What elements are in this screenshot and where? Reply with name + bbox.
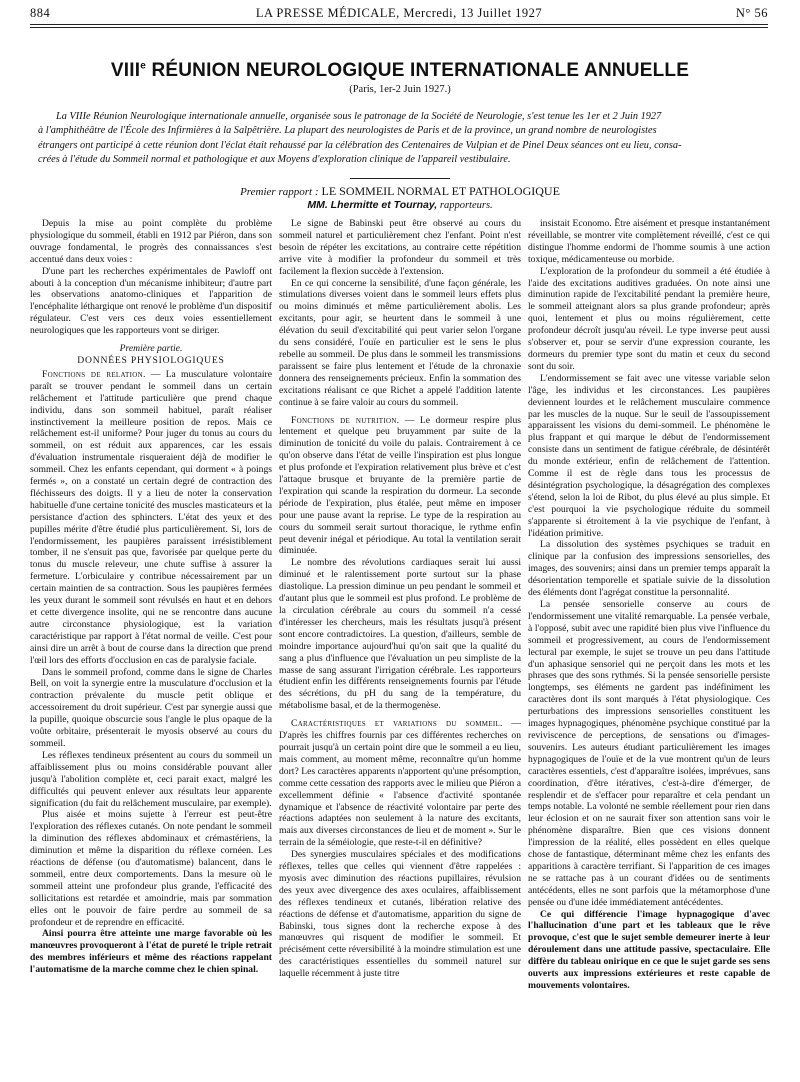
paragraph-lead: Fonctions de relation. bbox=[42, 368, 146, 380]
paragraph: Ce qui différencie l'image hypnagogique d'avec l'hallucination d'une part et les tableaux que le rêve provoque, c'est que le sujet semble demeurer inerte à leur déroulement dans une attitude passive, spectaculaire. Elle diffère du tableau onirique en ce que le sujet garde ses sens ouverts aux impressions extérieures et reste capable de mouvements volontaires. bbox=[528, 908, 770, 991]
article-title: VIIIe RÉUNION NEUROLOGIQUE INTERNATIONALE ANNUELLE bbox=[110, 60, 690, 81]
page-number: 884 bbox=[30, 6, 51, 20]
paragraph: Des synergies musculaires spéciales et des modifications réflexes, telles que celles qui viennent d'être rappelées : myosis avec diminution des réactions pupillaires, révulsion des yeux avec divergence des axes oculaires, affaiblissement des réflexes tendineux et cutanés, libération relative des réactions de défense et d'automatisme, apparition du signe de Babinski, tous signes dont la recherche expose à des manœuvres qui risquent de modifier le sommeil. Et précisément cette réversibilité à la moindre stimulation est une des caractéristiques essentielles du sommeil naturel sur laquelle récemment à juste titre bbox=[279, 849, 521, 980]
article-subtitle: (Paris, 1er-2 Juin 1927.) bbox=[349, 84, 451, 95]
report-title: Premier rapport : LE SOMMEIL NORMAL ET PATHOLOGIQUE bbox=[240, 184, 560, 198]
intro-line: crées à l'étude du Sommeil normal et pathologique et aux Moyens d'exploration clinique de l'appareil vestibulaire. bbox=[38, 153, 511, 165]
intro-line: étrangers ont participé à cette réunion dont l'éclat était rehaussé par la célébration des Centenaires de Vulpian et de Pinel Deux séances ont eu lieu, consa- bbox=[38, 139, 682, 151]
paragraph: Caractéristiques et variations du sommeil. — D'après les chiffres fournis par ces différentes recherches on pourrait jusqu'à un certain point dire que le sommeil a eu lieu, mais comment, au moment même, reconnaître qu'un homme dort? Les caractères apparents n'apportent qu'une présomption, comme cette cessation des rapports avec le milieu que Piéron a excellemment définie « l'absence d'activité spontanée dynamique et l'absence de réactivité volontaire par perte des réactions adaptées non seulement à la nature des excitants, mais aux diverses circonstances de lieu et de moment ». Sur le terrain de la séméiologie, que reste-t-il en définitive? bbox=[279, 718, 521, 849]
paragraph: Les réflexes tendineux présentent au cours du sommeil un affaiblissement plus ou moins considérable pouvant aller jusqu'à l'abolition complète et, ceci parait exact, malgré les difficultés qui peuvent enlever aux résultats leur apparente signification (du fait du relâchement musculaire, par exemple). bbox=[30, 749, 272, 809]
report-authors: MM. Lhermitte et Tournay, rapporteurs. bbox=[307, 199, 493, 211]
paragraph-lead: Fonctions de nutrition. bbox=[291, 414, 400, 426]
paragraph: Dans le sommeil profond, comme dans le signe de Charles Bell, on voit la synergie entre la musculature d'occlusion et la contraction prévalente du muscle petit oblique et accessoirement du droit supérieur. C'est par synergie aussi que la pupille, quoique obscurcie sous l'angle le plus opaque de la voûte orbitaire, présenterait le myosis observé au cours du sommeil. bbox=[30, 666, 272, 749]
paragraph-lead: Caractéristiques et variations du sommeil. bbox=[291, 718, 503, 730]
intro-line: à l'amphithéâtre de l'École des Infirmières à la Salpêtrière. La plupart des neurologistes de Paris et de la province, un grand nombre de neurologistes bbox=[38, 125, 657, 137]
column-3 bbox=[528, 218, 770, 1068]
header-rule-double bbox=[30, 27, 768, 28]
paragraph: L'exploration de la profondeur du sommeil a été étudiée à l'aide des excitations auditives graduées. On note ainsi une diminution rapide de l'excitabilité pendant la première heure, le sommeil atteignant alors sa plus grande profondeur; après quoi, lentement et plus ou moins régulièrement, cette profondeur décroît jusqu'au réveil. Le type inverse peut aussi s'observer et, pour se servir d'une expression courante, les dormeurs du premier type sont du matin et ceux du second sont du soir. bbox=[528, 265, 770, 372]
paragraph: Plus aisée et moins sujette à l'erreur est peut-être l'exploration des réflexes cutanés. On note pendant le sommeil la diminution des réflexes abdominaux et crémastériens, la diminution et même la disparition du réflexe cornéen. Les réactions de défense (ou d'automatisme) balancent, dans le sommeil, entre deux comportements. Dans la mesure où le sommeil atteint une profondeur plus grande, l'efficacité des sollicitations est retardée et amoindrie, mais par sommation elles ont le pouvoir de faire perdre au sommeil de sa profondeur et de reprendre en efficacité. bbox=[30, 809, 272, 928]
paragraph: Le signe de Babinski peut être observé au cours du sommeil naturel et particulièrement chez l'enfant. Point n'est besoin de répéter les excitations, au contraire cette répétition arrive vite à modifier la profondeur du sommeil et très facilement la flexion succède à l'extension. bbox=[279, 218, 521, 277]
paragraph: La pensée sensorielle conserve au cours de l'endormissement une vitalité remarquable. La pensée verbale, à l'opposé, subit avec une rapidité bien plus vive l'influence du sommeil et progressivement, au cours de l'endormissement lectural par exemple, le sujet se trouve un peu dans l'attitude d'un aphasique sensoriel qui ne perçoit dans les mots et les phrases que des sons rythmés. Si la pensée sensorielle persiste longtemps, ses éléments ne gardent pas indéfiniment les caractères dont ils sont marqués à l'état physiologique. Ces perturbations des impressions sensorielles constituent les images hypnagogiques, phénomène psychique constitué par la reviviscence de perceptions, de sensations ou d'images-souvenirs. Les auteurs étudiant particulièrement les images hypnagogiques de l'ouïe et de la vue montrent qu'un de leurs caractères essentiels, c'est d'apparaître isolées, imprévues, sans coordination, d'être itératives, c'est-à-dire d'émerger, de resplendir et de s'effacer pour reparaître et cela pendant un temps notable. La volonté ne semble réellement pour rien dans leur éclosion et on ne saurait fixer son attention sans voir le phénomène disparaître. Bien que ces visions donnent l'impression de la réalité, elles possèdent en elles quelque chose de fantastique, déterminant même chez les enfants des apparitions à caractère terrifiant. Si l'apparition de ces images ne se rattache pas à un courant d'idées ou de sentiments antécédents, elles ne sont parfois que la métamorphose d'une pensée ou d'une idée immédiatement antécédentes. bbox=[528, 599, 770, 908]
paragraph: Depuis la mise au point complète du problème physiologique du sommeil, établi en 1912 par Piéron, dans son ouvrage fondamental, le progrès des connaissances s'est accentué dans deux voies : bbox=[30, 218, 272, 265]
paragraph: La dissolution des systèmes psychiques se traduit en clinique par la confusion des impressions sensorielles, des images, des souvenirs; ainsi dans un premier temps apparaît la désorientation temporelle et spatiale suivie de la dissolution des éléments dont l'agrégat constitue la personnalité. bbox=[528, 539, 770, 599]
paragraph: Ainsi pourra être atteinte une marge favorable où les manœuvres provoqueront à l'état de pureté le triple retrait des membres inférieurs et même des réactions rappelant l'automatisme de la marche comme chez le chien spinal. bbox=[30, 928, 272, 976]
paragraph: insistait Economo. Être aisément et presque instantanément réveillable, se montrer vite complètement réveillé, c'est ce qui distingue l'homme endormi de l'homme soumis à une action toxique, médicamenteuse ou morbide. bbox=[528, 218, 770, 265]
paragraph: Le nombre des révolutions cardiaques serait lui aussi diminué et le ralentissement porte surtout sur la phase diastolique. La pression diminue un peu pendant le sommeil et d'autant plus que le sommeil est plus profond. Le problème de la circulation cérébrale au cours du sommeil n'a cessé d'intéresser les chercheurs, mais les résultats jusqu'à présent sont encore contradictoires. La question, d'ailleurs, semble de moindre importance aujourd'hui qu'on sait que la qualité du sang a plus d'influence que l'évaluation un peu simpliste de la masse de sang assurant l'irrigation cérébrale. Les rapporteurs étudient enfin les différents renseignements fournis par l'étude des sécrétions, du pH du sang de la température, du métabolisme basal, et de la thermogenèse. bbox=[279, 557, 521, 712]
intro-line: La VIIIe Réunion Neurologique internationale annuelle, organisée sous le patronage de la Société de Neurologie, s'est tenue les 1er et 2 Juin 1927 bbox=[56, 111, 662, 122]
part-label: Première partie. bbox=[119, 343, 183, 355]
header-rule bbox=[30, 24, 768, 25]
paragraph: L'endormissement se fait avec une vitesse variable selon l'âge, les individus et les circonstances. Les paupières deviennent lourdes et le relâchement musculaire commence par les muscles de la nuque. Sur le seuil de l'assoupissement apparaissent les visions du demi-sommeil. Le phénomène le plus frappant et qui marque le début de l'endormissement consiste dans un sentiment de fatigue cérébrale, de désintérêt du monde extérieur, enfin de relâchement de l'attention. Comme il est de règle dans tous les processus de désintégration psychologique, la désagrégation des complexes s'étend, selon la loi de Ribot, du plus élevé au plus simple. Et c'est pourquoi la vie psychologique réduite du sommeil s'apparente si étroitement à la vie psychique de l'enfant, à l'idéation primitive. bbox=[528, 372, 770, 539]
article-body bbox=[30, 218, 770, 1068]
running-head bbox=[30, 6, 768, 22]
paragraph: D'une part les recherches expérimentales de Pawloff ont abouti à la conception d'un mécanisme inhibiteur; d'autre part les observations anatomo-cliniques et l'apparition de l'encéphalite léthargique ont renové le problème d'un dispositif régulateur. C'est vers ces deux voies essentiellement neurologiques que les rapporteurs vont se diriger. bbox=[30, 265, 272, 337]
article-intro bbox=[38, 110, 766, 167]
paragraph: Fonctions de relation. — La musculature volontaire paraît se trouver pendant le sommeil dans un certain relâchement et l'attitude particulière que prend chaque individu, dans son sommeil habituel, paraît réaliser instinctivement la meilleure position de repos. Mais ce relâchement est-il uniforme? Pour juger du tonus au cours du sommeil, on est réduit aux apparences, car les essais d'évaluation instrumentale risqueraient déjà de modifier le sommeil. Chez les enfants cependant, qui dorment « à poings fermés », on a constaté un certain degré de contraction des fléchisseurs des doigts. Il y a lieu de noter la conservation habituelle d'une certaine tonicité des muscles masticateurs et la persistance d'action des sphincters. L'état des yeux et des pupilles mérite d'être étudié plus particulièrement. Si, lors de l'endormissement, les paupières paraissent irrésistiblement tomber, il ne s'ensuit pas que, favorisée par quelque perte du tonus du muscle releveur, une chute suffise à assurer la fermeture. L'orbiculaire y contribue nécessairement par un certain maintien de sa contraction. Sous les paupières fermées les yeux durant le sommeil sont révulsés en haut et en dehors et cette divergence insolite, qui ne se rencontre dans aucune autre circonstance physiologique, est la variation caractéristique par rapport à l'état normal de veille. C'est pour ainsi dire un arrêt à bout de course dans la direction que prend l'œil lors des efforts d'occlusion en cas de paralysie faciale. bbox=[30, 368, 272, 666]
paragraph: En ce qui concerne la sensibilité, d'une façon générale, les stimulations diverses voient dans le sommeil leurs effets plus ou moins diminués et même particulièrement abolis. Les excitants, pour agir, se heurtent dans le sommeil à une élévation du seuil d'excitabilité qui peut varier selon l'organe du sens considéré, l'ouïe en particulier est le sens le plus rebelle au sommeil. De plus dans le sommeil les transmissions paraissent se faire plus lentement et l'étude de la chronaxie donnera des renseignements précieux. Enfin la sommation des excitations réalisant ce que Richet a appelé l'addition latente continue à se faire valoir au cours du sommeil. bbox=[279, 277, 521, 408]
paragraph: Fonctions de nutrition. — Le dormeur respire plus lentement et quelque peu bruyamment par suite de la diminution de tonicité du voile du palais. Contrairement à ce qu'on observe dans l'état de veille l'inspiration est plus longue et plus profonde et l'expiration relativement plus brève et c'est l'attaque brusque et bruyante de la première partie de l'expiration qui scande la respiration du dormeur. La seconde période de l'expiration, plus étalée, peut même en imposer pour une pause avant la reprise. Le type de la respiration au cours du sommeil serait surtout thoracique, le rythme enfin peut devenir inégal et périodique. Au total la ventilation serait diminuée. bbox=[279, 414, 521, 557]
column-2 bbox=[279, 218, 521, 1068]
issue-number: N° 56 bbox=[735, 6, 768, 20]
part-heading: DONNÉES PHYSIOLOGIQUES bbox=[77, 354, 225, 366]
column-1 bbox=[30, 218, 272, 1068]
section-divider bbox=[350, 178, 450, 179]
journal-title: LA PRESSE MÉDICALE, Mercredi, 13 Juillet 1927 bbox=[255, 6, 543, 20]
